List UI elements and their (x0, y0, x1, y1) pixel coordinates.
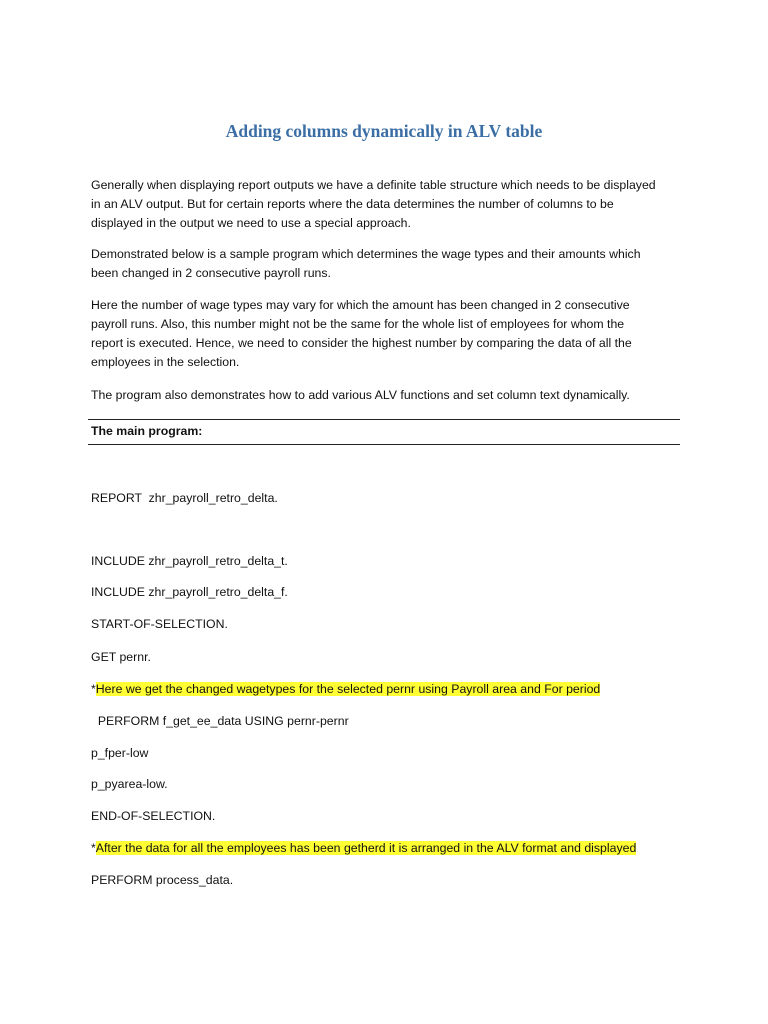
code-comment-alv-format (91, 839, 636, 857)
code-line-start-of-selection: START-OF-SELECTION. (91, 617, 228, 631)
paragraph-line: report is executed. Hence, we need to consider the highest number by comparing the data of all the (91, 336, 632, 350)
paragraph-line: displayed in the output we need to use a special approach. (91, 216, 411, 230)
paragraph-line: in an ALV output. But for certain reports where the data determines the number of columns to be (91, 197, 614, 211)
wage-types-paragraph (91, 296, 691, 372)
code-line-perform-process: PERFORM process_data. (91, 873, 234, 887)
highlighted-comment: After the data for all the employees has been getherd it is arranged in the ALV format and displayed (95, 841, 637, 855)
paragraph-line: Here the number of wage types may vary for which the amount has been changed in 2 consecutive (91, 298, 630, 312)
comment-star: * (91, 841, 96, 855)
section-rule-bottom (88, 444, 680, 445)
section-rule-top (88, 419, 680, 420)
paragraph-line: Generally when displaying report outputs we have a definite table structure which needs to be displayed (91, 178, 656, 192)
code-line-include-f: INCLUDE zhr_payroll_retro_delta_f. (91, 585, 288, 599)
code-line-p-fper: p_fper-low (91, 746, 149, 760)
main-program-heading: The main program: (91, 424, 203, 438)
code-line-report: REPORT zhr_payroll_retro_delta. (91, 491, 278, 505)
paragraph-line: been changed in 2 consecutive payroll runs. (91, 266, 331, 280)
paragraph-line: payroll runs. Also, this number might not be the same for the whole list of employees for whom the (91, 317, 625, 331)
code-comment-changed-wagetypes (91, 680, 600, 698)
paragraph-line: Demonstrated below is a sample program which determines the wage types and their amounts which (91, 247, 641, 261)
intro-paragraph (91, 176, 691, 233)
comment-star: * (91, 682, 96, 696)
demo-paragraph (91, 245, 691, 283)
highlighted-comment: Here we get the changed wagetypes for the selected pernr using Payroll area and For period (95, 682, 601, 696)
paragraph-line: employees in the selection. (91, 355, 240, 369)
alv-functions-paragraph: The program also demonstrates how to add various ALV functions and set column text dynamically. (91, 388, 630, 402)
code-line-get-pernr: GET pernr. (91, 650, 151, 664)
document-title: Adding columns dynamically in ALV table (225, 121, 543, 141)
code-line-p-pyarea: p_pyarea-low. (91, 777, 168, 791)
code-line-end-of-selection: END-OF-SELECTION. (91, 809, 216, 823)
code-line-include-t: INCLUDE zhr_payroll_retro_delta_t. (91, 554, 288, 568)
code-line-perform-get: PERFORM f_get_ee_data USING pernr-pernr (91, 714, 349, 728)
